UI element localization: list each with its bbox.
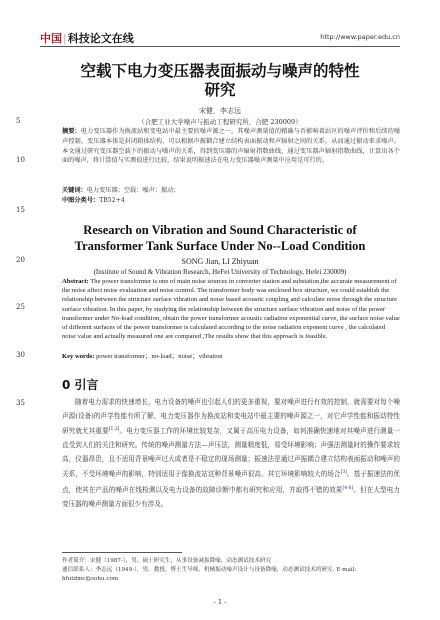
line-number: 10 [16, 156, 25, 164]
cn-abstract-label: 摘要： [62, 128, 81, 135]
en-title [40, 222, 400, 254]
footnote-divider [62, 552, 182, 553]
en-abstract-label: Abstract: [62, 278, 89, 285]
cn-authors: 宋健，李志远 [199, 107, 241, 115]
footnotes [62, 557, 400, 584]
en-authors: SONG Jian, LI Zhiyuan [181, 257, 259, 266]
citation-link[interactable]: [1,2] [108, 427, 120, 433]
section-title: 0 引言 [62, 378, 99, 392]
citation-link[interactable]: [3] [340, 470, 347, 476]
line-number: 25 [16, 303, 25, 311]
cn-keywords-label: 关键词： [62, 187, 87, 194]
site-url[interactable]: http://www.paper.edu.cn [320, 33, 400, 41]
line-number: 5 [16, 117, 21, 125]
cn-title-line2: 研究 [204, 81, 236, 99]
cn-abstract [62, 127, 400, 166]
line-number: 35 [16, 399, 25, 407]
cn-class-text: TB52+4 [99, 197, 125, 204]
intro-paragraph [62, 396, 400, 511]
cn-keywords-text: 电力变压器；空载；噪声；振动； [86, 187, 180, 194]
intro-text: 。电力变压器工作的环境比较复杂，又属于高压电力设备，如何准确快速地对其噪声进行测量一直受到人们的关注和研究。传统的噪声测量方法—声压法，测量精度低，易受环境影响；声强法测量时的操作要求较高，仪器昂贵，且不适用背景噪声过大或者是不稳定的现场测量；振速法是通过声振耦合建立结构表面振动和噪声的关系，不受环境噪声的影响，特别适用于像换流站这种背景噪声很高、其它环境影响较大的场合 [62, 427, 401, 479]
page-header [40, 30, 400, 47]
footnote-author: 作者简介：宋健（1987-），男，硕士研究生，从事设备减振降噪、动态测试技术研究 [62, 558, 272, 564]
page-number: - 1 - [213, 598, 227, 606]
site-logo[interactable]: 中国|科技论文在线 [40, 32, 134, 45]
line-number: 20 [16, 256, 25, 264]
cn-abstract-text: 电力变压器作为换流站和变电站中最主要的噪声源之一，其噪声测量值的精确与否影响着站区的噪声评价和后续的噪声控制。变压器本体是封闭箱体结构，可以根据声振耦合建立结构表面振动和声辐射之间的关系，从而通过振动来求噪声。本文通过研究变压器空载下的振动与噪声的关系，得到变压器的声辐射指数曲线，通过变压器声辐射指数曲线，计算出各个面的噪声，将计算值与实测值进行比较，结果说明振速法在电力变压器噪声测量中应用是可行的。 [62, 128, 401, 165]
line-number: 30 [16, 351, 25, 359]
en-abstract [62, 277, 400, 341]
footnote-contact: 通信联系人：李志远（1949-），男，教授，博士生导师，机械振动噪声设计与设备降噪，动态测试技术的研究. E-mail: hfutdmc@sohu.com [62, 567, 357, 582]
cn-title-line1: 空载下电力变压器表面振动与噪声的特性 [80, 62, 360, 80]
en-title-line1: Research on Vibration and Sound Characteristic of [83, 223, 357, 237]
logo-text: 科技论文在线 [67, 32, 134, 45]
intro-text: 随着电力需求的快速增长，电力设备的噪声也引起人们的更多重视，要对噪声进行有效的控制，就需要对每个噪声源(设备)的声学性能有所了解，电力变压器作为换流站和变电站中最主要的噪声源之一，对它声学性能和振动特性研究就尤其重要 [62, 398, 400, 436]
cn-class-label: 中图分类号： [62, 197, 100, 204]
line-number: 15 [16, 206, 25, 214]
en-keywords-label: Key words: [62, 353, 95, 360]
en-affiliation: (Institute of Sound & Vibration Research, HeFei University of Technology, Hefei 230009) [93, 268, 347, 276]
logo-red-text: 中国 [40, 32, 62, 45]
en-title-line2: Transformer Tank Surface Under No--Load Condition [74, 239, 366, 253]
citation-link[interactable]: [4-6] [342, 485, 354, 491]
cn-affiliation: （合肥工业大学噪声与振动工程研究所，合肥 230009） [138, 118, 302, 126]
cn-keywords [62, 186, 400, 196]
en-keywords-text: power transformer；no-load；noise；vibration [94, 353, 223, 360]
intro-text: 。基于振速法的优点，使其在产品的噪声在线检测以及电力设备的故障诊断中都有研究和应用，并取得不错的效果 [62, 470, 401, 495]
en-keywords [62, 352, 400, 361]
intro-text: 。但在大型电力变压器的噪声测量方面很少有涉及。 [62, 486, 400, 508]
cn-title [40, 62, 400, 100]
en-abstract-text: The power transformer is one of main noise sources in converter station and substation,the accurate measurement of the noise affect noise evaluation and noise control. The transformer body was enclosed box structure, we could establish the relationship between the structure surface vibration and noise based acoustic coupling and calculate noise through the structure surface vibration. In this paper, by studying the relationship between the structure surface vibration and noise of the power transformer under No-load condition, obtain the power transformer acoustic radiation exponential curve, the surface noise value of different surfaces of the power transformer is calculated according to the noise radiation exponent curve , the calculated noise value and actually measured one are compared ,The results show that this approach is feasible. [62, 278, 400, 341]
cn-classification [62, 196, 400, 206]
